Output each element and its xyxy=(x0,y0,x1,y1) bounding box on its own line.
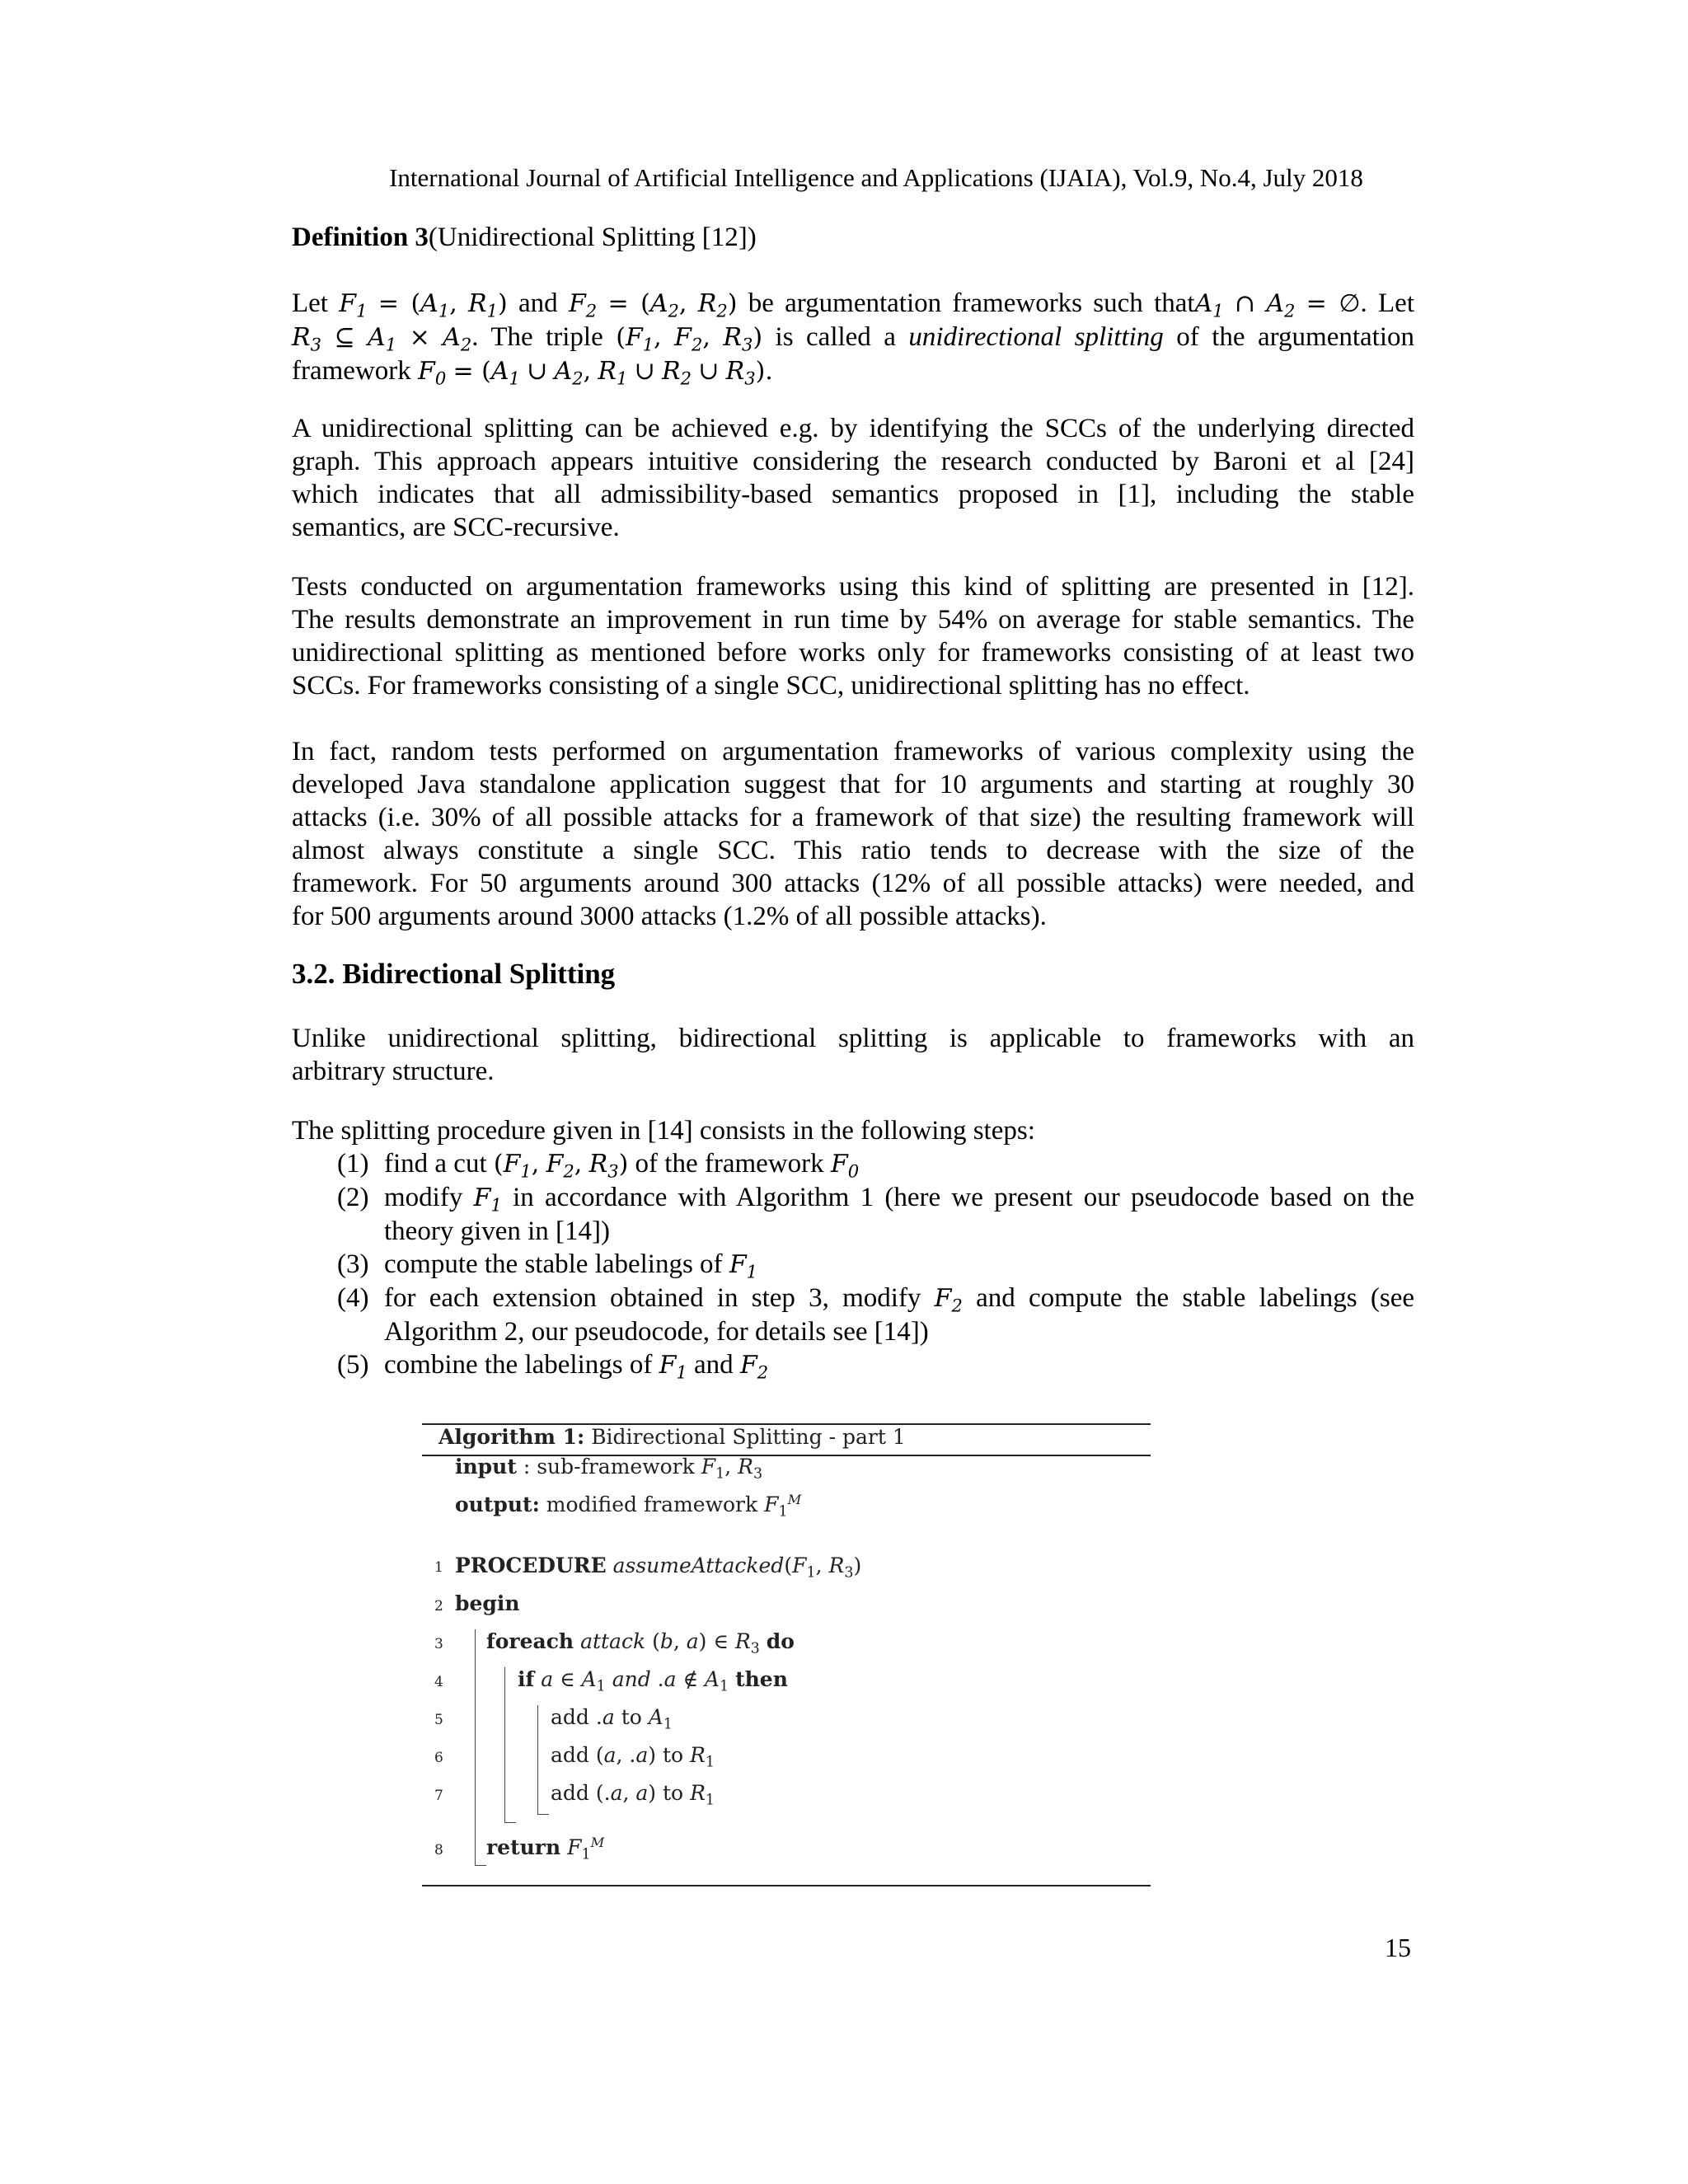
definition-body xyxy=(292,287,1414,388)
block-bar-if xyxy=(537,1705,538,1814)
text-line: Tests conducted on argumentation frameworks using this kind of splitting are presented in [12]. xyxy=(292,572,1414,602)
block-foot-begin xyxy=(475,1865,486,1866)
algorithm-bottom-rule xyxy=(422,1885,1151,1886)
algorithm-line-procedure: PROCEDURE $assumeAttacked(F_1$, $R_3$) xyxy=(455,1554,862,1582)
algorithm-box xyxy=(422,1423,1151,1885)
list-item: (3) compute the stable labelings of $F_1$ xyxy=(337,1249,758,1282)
journal-header: International Journal of Artificial Intelligence and Applications (IJAIA), Vol.9, No.4, July 2018 xyxy=(389,163,1363,192)
line-number: 8 xyxy=(434,1842,443,1858)
line-number: 3 xyxy=(434,1636,443,1652)
algorithm-input: input : sub-framework $F_1$, $R_3$ xyxy=(455,1455,763,1483)
definition-line-1: Let $F_1 = (A_1$, $R_1$) and $F_2 = (A_2$, $R_2$) be argumentation frameworks such thatA$_1$ ∩ $A_2$ = ∅. Let xyxy=(292,288,1414,321)
text-line: graph. This approach appears intuitive considering the research conducted by Baroni et al [24] xyxy=(292,447,1414,476)
algorithm-line-add-edge-2: add (.a, a) to $R_1$ xyxy=(551,1781,715,1809)
block-bar-foreach xyxy=(504,1667,505,1822)
line-number: 6 xyxy=(434,1750,443,1766)
algorithm-line-foreach: foreach attack (b, a) ∈ $R_3$ do xyxy=(486,1629,795,1657)
text-line: semantics, are SCC-recursive. xyxy=(292,513,620,542)
unidirectional-splitting-term: unidirectional splitting xyxy=(908,322,1164,352)
block-foot-foreach xyxy=(504,1822,516,1823)
paragraph-bidirectional xyxy=(292,1022,1414,1088)
definition-subtitle: (Unidirectional Splitting [12]) xyxy=(428,223,757,252)
text-line: The results demonstrate an improvement in run time by 54% on average for stable semantics. The xyxy=(292,605,1414,635)
list-item: (2) modify $F_1$ in accordance with Algorithm 1 (here we present our pseudocode based on the theory given in [14]) xyxy=(337,1183,1415,1246)
algorithm-line-return: return $F_1^M$ xyxy=(486,1835,605,1863)
text-line: almost always constitute a single SCC. This ratio tends to decrease with the size of the xyxy=(292,836,1414,865)
steps-list xyxy=(292,1147,1414,1382)
algorithm-output: output: modified framework $F_1^M$ xyxy=(455,1492,802,1521)
list-item: (4) for each extension obtained in step 3, modify $F_2$ and compute the stable labelings (see Algorithm 2, our pseudocode, for details see [14]) xyxy=(337,1283,1414,1347)
algorithm-line-add-node: add .a to $A_1$ xyxy=(551,1705,673,1733)
algorithm-line-begin: begin xyxy=(455,1591,520,1615)
text-line: SCCs. For frameworks consisting of a single SCC, unidirectional splitting has no effect. xyxy=(292,671,1250,701)
block-bar-begin xyxy=(475,1629,476,1865)
text-line: arbitrary structure. xyxy=(292,1057,495,1086)
algorithm-line-add-edge-1: add (a, .a) to $R_1$ xyxy=(551,1743,715,1771)
procedure-steps xyxy=(292,1114,1414,1382)
text-line: framework. For 50 arguments around 300 attacks (12% of all possible attacks) were needed, and xyxy=(292,869,1414,898)
text-line: A unidirectional splitting can be achieved e.g. by identifying the SCCs of the underlying directed xyxy=(292,414,1414,443)
page-number: 15 xyxy=(1385,1933,1411,1962)
list-item: (5) combine the labelings of $F_1$ and $F_2$ xyxy=(337,1350,769,1383)
line-number: 1 xyxy=(434,1559,443,1576)
paragraph-scc xyxy=(292,412,1414,544)
text-line: unidirectional splitting as mentioned before works only for frameworks consisting of at least two xyxy=(292,638,1414,668)
text-line: attacks (i.e. 30% of all possible attacks for a framework of that size) the resulting framework will xyxy=(292,803,1414,832)
line-number: 5 xyxy=(434,1712,443,1728)
text-line: which indicates that all admissibility-based semantics proposed in [1], including the stable xyxy=(292,480,1414,509)
block-foot-if xyxy=(537,1814,549,1815)
text-line: In fact, random tests performed on argumentation frameworks of various complexity using the xyxy=(292,737,1414,766)
line-number: 7 xyxy=(434,1788,443,1804)
line-number: 2 xyxy=(434,1598,443,1615)
steps-intro: The splitting procedure given in [14] consists in the following steps: xyxy=(292,1116,1035,1146)
definition-line-2: $R_3$ ⊆ $A_1 \times A_2$. The triple ($F_1$, $F_2$, $R_3$) is called a unidirectional splitting of the argumentation xyxy=(292,322,1415,355)
definition-line-3: framework $F_0 = (A_1$ ∪ $A_2$, $R_1$ ∪ $R_2$ ∪ $R_3$). xyxy=(292,356,773,389)
algorithm-title: Algorithm 1: Bidirectional Splitting - part 1 xyxy=(438,1425,906,1449)
text-line: developed Java standalone application suggest that for 10 arguments and starting at roughly 30 xyxy=(292,770,1414,799)
paragraph-random-tests xyxy=(292,735,1414,933)
definition-label: Definition 3 xyxy=(292,223,429,252)
line-number: 4 xyxy=(434,1674,443,1690)
definition-title xyxy=(292,221,1414,254)
list-item: (1) find a cut ($F_1$, $F_2$, $R_3$) of the framework $F_0$ xyxy=(337,1149,860,1182)
text-line: for 500 arguments around 3000 attacks (1.2% of all possible attacks). xyxy=(292,902,1047,931)
text-line: Unlike unidirectional splitting, bidirectional splitting is applicable to frameworks with an xyxy=(292,1024,1414,1053)
paragraph-tests xyxy=(292,570,1414,702)
algorithm-line-if: if a ∈ $A_1$ and .a ∉ $A_1$ then xyxy=(518,1667,788,1695)
section-heading: 3.2. Bidirectional Splitting xyxy=(292,958,616,990)
